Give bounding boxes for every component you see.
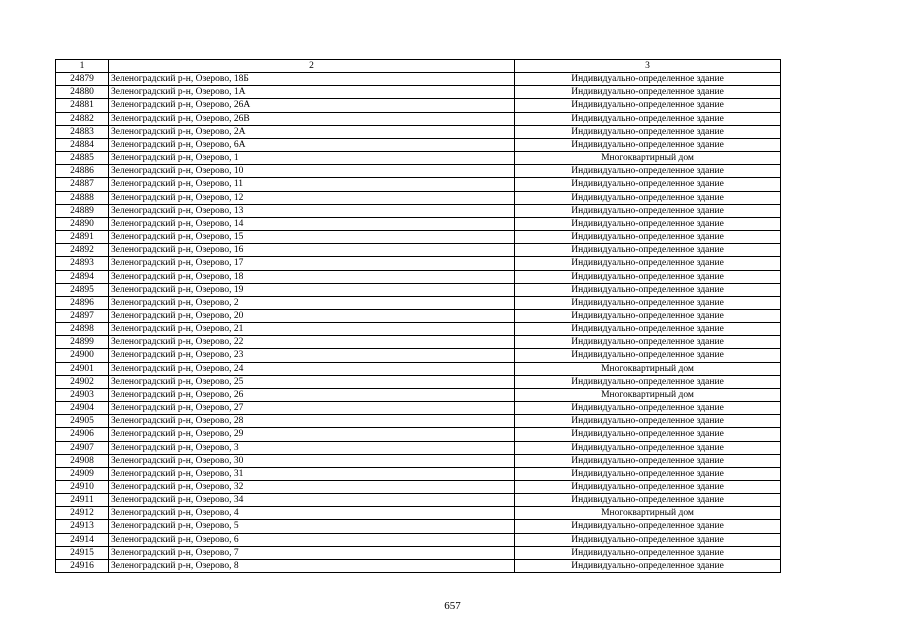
- row-number: 24907: [56, 441, 109, 454]
- row-number: 24897: [56, 309, 109, 322]
- table-row: [56, 388, 781, 401]
- building-type-cell: Индивидуально-определенное здание: [515, 454, 781, 467]
- table-row: [56, 415, 781, 428]
- address-cell: Зеленоградский р-н, Озерово, 21: [109, 323, 515, 336]
- row-number: 24898: [56, 323, 109, 336]
- address-cell: Зеленоградский р-н, Озерово, 27: [109, 402, 515, 415]
- table-row: [56, 217, 781, 230]
- table-row: [56, 73, 781, 86]
- address-cell: Зеленоградский р-н, Озерово, 26А: [109, 99, 515, 112]
- row-number: 24911: [56, 494, 109, 507]
- table-row: [56, 191, 781, 204]
- building-type-cell: Многоквартирный дом: [515, 388, 781, 401]
- address-cell: Зеленоградский р-н, Озерово, 26: [109, 388, 515, 401]
- building-type-cell: Индивидуально-определенное здание: [515, 375, 781, 388]
- row-number: 24903: [56, 388, 109, 401]
- building-type-cell: Индивидуально-определенное здание: [515, 217, 781, 230]
- building-type-cell: Индивидуально-определенное здание: [515, 546, 781, 559]
- table-row: [56, 244, 781, 257]
- row-number: 24899: [56, 336, 109, 349]
- address-cell: Зеленоградский р-н, Озерово, 31: [109, 467, 515, 480]
- building-type-cell: Индивидуально-определенное здание: [515, 270, 781, 283]
- address-cell: Зеленоградский р-н, Озерово, 14: [109, 217, 515, 230]
- address-cell: Зеленоградский р-н, Озерово, 18: [109, 270, 515, 283]
- address-cell: Зеленоградский р-н, Озерово, 3: [109, 441, 515, 454]
- table-row: [56, 375, 781, 388]
- table-row: [56, 99, 781, 112]
- row-number: 24896: [56, 296, 109, 309]
- address-cell: Зеленоградский р-н, Озерово, 18Б: [109, 73, 515, 86]
- row-number: 24885: [56, 152, 109, 165]
- table-row: [56, 283, 781, 296]
- address-cell: Зеленоградский р-н, Озерово, 20: [109, 309, 515, 322]
- building-type-cell: Индивидуально-определенное здание: [515, 283, 781, 296]
- building-type-cell: Индивидуально-определенное здание: [515, 257, 781, 270]
- address-cell: Зеленоградский р-н, Озерово, 17: [109, 257, 515, 270]
- table-row: [56, 296, 781, 309]
- row-number: 24909: [56, 467, 109, 480]
- table-row: [56, 559, 781, 572]
- address-cell: Зеленоградский р-н, Озерово, 2А: [109, 125, 515, 138]
- column-header-3: 3: [515, 60, 781, 73]
- address-cell: Зеленоградский р-н, Озерово, 22: [109, 336, 515, 349]
- address-cell: Зеленоградский р-н, Озерово, 5: [109, 520, 515, 533]
- building-type-cell: Индивидуально-определенное здание: [515, 244, 781, 257]
- table-row: [56, 86, 781, 99]
- table-row: [56, 454, 781, 467]
- building-type-cell: Индивидуально-определенное здание: [515, 204, 781, 217]
- row-number: 24908: [56, 454, 109, 467]
- row-number: 24906: [56, 428, 109, 441]
- building-type-cell: Индивидуально-определенное здание: [515, 494, 781, 507]
- building-type-cell: Индивидуально-определенное здание: [515, 191, 781, 204]
- table-row: [56, 362, 781, 375]
- table-row: [56, 112, 781, 125]
- building-type-cell: Индивидуально-определенное здание: [515, 402, 781, 415]
- table-row: [56, 533, 781, 546]
- row-number: 24883: [56, 125, 109, 138]
- address-cell: Зеленоградский р-н, Озерово, 29: [109, 428, 515, 441]
- building-type-cell: Многоквартирный дом: [515, 152, 781, 165]
- table-row: [56, 257, 781, 270]
- address-cell: Зеленоградский р-н, Озерово, 1А: [109, 86, 515, 99]
- building-type-cell: Индивидуально-определенное здание: [515, 323, 781, 336]
- address-cell: Зеленоградский р-н, Озерово, 10: [109, 165, 515, 178]
- row-number: 24879: [56, 73, 109, 86]
- row-number: 24889: [56, 204, 109, 217]
- table-row: [56, 349, 781, 362]
- row-number: 24894: [56, 270, 109, 283]
- row-number: 24890: [56, 217, 109, 230]
- column-header-1: 1: [56, 60, 109, 73]
- table-row: [56, 231, 781, 244]
- building-type-cell: Многоквартирный дом: [515, 507, 781, 520]
- address-cell: Зеленоградский р-н, Озерово, 15: [109, 231, 515, 244]
- table-row: [56, 270, 781, 283]
- building-type-cell: Индивидуально-определенное здание: [515, 125, 781, 138]
- row-number: 24893: [56, 257, 109, 270]
- table-row: [56, 441, 781, 454]
- row-number: 24881: [56, 99, 109, 112]
- table-row: [56, 125, 781, 138]
- building-type-cell: Индивидуально-определенное здание: [515, 428, 781, 441]
- address-cell: Зеленоградский р-н, Озерово, 26В: [109, 112, 515, 125]
- row-number: 24904: [56, 402, 109, 415]
- table-row: [56, 309, 781, 322]
- address-cell: Зеленоградский р-н, Озерово, 16: [109, 244, 515, 257]
- address-cell: Зеленоградский р-н, Озерово, 11: [109, 178, 515, 191]
- row-number: 24915: [56, 546, 109, 559]
- row-number: 24900: [56, 349, 109, 362]
- table-row: [56, 546, 781, 559]
- table-row: [56, 152, 781, 165]
- row-number: 24901: [56, 362, 109, 375]
- building-type-cell: Индивидуально-определенное здание: [515, 559, 781, 572]
- building-type-cell: Индивидуально-определенное здание: [515, 467, 781, 480]
- row-number: 24913: [56, 520, 109, 533]
- address-cell: Зеленоградский р-н, Озерово, 4: [109, 507, 515, 520]
- address-cell: Зеленоградский р-н, Озерово, 25: [109, 375, 515, 388]
- address-cell: Зеленоградский р-н, Озерово, 32: [109, 481, 515, 494]
- address-cell: Зеленоградский р-н, Озерово, 6А: [109, 138, 515, 151]
- table-row: [56, 402, 781, 415]
- table-row: [56, 428, 781, 441]
- building-type-cell: Индивидуально-определенное здание: [515, 73, 781, 86]
- building-type-cell: Индивидуально-определенное здание: [515, 336, 781, 349]
- registry-table: [55, 59, 781, 573]
- row-number: 24895: [56, 283, 109, 296]
- building-type-cell: Индивидуально-определенное здание: [515, 178, 781, 191]
- building-type-cell: Индивидуально-определенное здание: [515, 520, 781, 533]
- address-cell: Зеленоградский р-н, Озерово, 1: [109, 152, 515, 165]
- table-row: [56, 138, 781, 151]
- row-number: 24916: [56, 559, 109, 572]
- address-cell: Зеленоградский р-н, Озерово, 19: [109, 283, 515, 296]
- building-type-cell: Индивидуально-определенное здание: [515, 481, 781, 494]
- table-body: [56, 73, 781, 573]
- table-row: [56, 204, 781, 217]
- building-type-cell: Индивидуально-определенное здание: [515, 112, 781, 125]
- address-cell: Зеленоградский р-н, Озерово, 30: [109, 454, 515, 467]
- address-cell: Зеленоградский р-н, Озерово, 24: [109, 362, 515, 375]
- building-type-cell: Индивидуально-определенное здание: [515, 138, 781, 151]
- table-row: [56, 494, 781, 507]
- column-header-2: 2: [109, 60, 515, 73]
- address-cell: Зеленоградский р-н, Озерово, 12: [109, 191, 515, 204]
- building-type-cell: Индивидуально-определенное здание: [515, 165, 781, 178]
- row-number: 24886: [56, 165, 109, 178]
- building-type-cell: Индивидуально-определенное здание: [515, 309, 781, 322]
- table-row: [56, 323, 781, 336]
- building-type-cell: Индивидуально-определенное здание: [515, 441, 781, 454]
- table-row: [56, 336, 781, 349]
- row-number: 24914: [56, 533, 109, 546]
- address-cell: Зеленоградский р-н, Озерово, 13: [109, 204, 515, 217]
- table-header-row: [56, 60, 781, 73]
- building-type-cell: Индивидуально-определенное здание: [515, 99, 781, 112]
- building-type-cell: Индивидуально-определенное здание: [515, 415, 781, 428]
- address-cell: Зеленоградский р-н, Озерово, 7: [109, 546, 515, 559]
- row-number: 24912: [56, 507, 109, 520]
- table-row: [56, 507, 781, 520]
- building-type-cell: Индивидуально-определенное здание: [515, 296, 781, 309]
- row-number: 24880: [56, 86, 109, 99]
- address-cell: Зеленоградский р-н, Озерово, 2: [109, 296, 515, 309]
- row-number: 24887: [56, 178, 109, 191]
- building-type-cell: Индивидуально-определенное здание: [515, 231, 781, 244]
- table-row: [56, 467, 781, 480]
- row-number: 24905: [56, 415, 109, 428]
- row-number: 24902: [56, 375, 109, 388]
- table-row: [56, 178, 781, 191]
- building-type-cell: Многоквартирный дом: [515, 362, 781, 375]
- address-cell: Зеленоградский р-н, Озерово, 8: [109, 559, 515, 572]
- table-row: [56, 520, 781, 533]
- building-type-cell: Индивидуально-определенное здание: [515, 349, 781, 362]
- address-cell: Зеленоградский р-н, Озерово, 34: [109, 494, 515, 507]
- table-row: [56, 481, 781, 494]
- row-number: 24910: [56, 481, 109, 494]
- address-cell: Зеленоградский р-н, Озерово, 6: [109, 533, 515, 546]
- row-number: 24891: [56, 231, 109, 244]
- row-number: 24884: [56, 138, 109, 151]
- address-cell: Зеленоградский р-н, Озерово, 23: [109, 349, 515, 362]
- table-row: [56, 165, 781, 178]
- row-number: 24882: [56, 112, 109, 125]
- page-number: 657: [444, 600, 461, 612]
- address-cell: Зеленоградский р-н, Озерово, 28: [109, 415, 515, 428]
- row-number: 24892: [56, 244, 109, 257]
- building-type-cell: Индивидуально-определенное здание: [515, 533, 781, 546]
- row-number: 24888: [56, 191, 109, 204]
- building-type-cell: Индивидуально-определенное здание: [515, 86, 781, 99]
